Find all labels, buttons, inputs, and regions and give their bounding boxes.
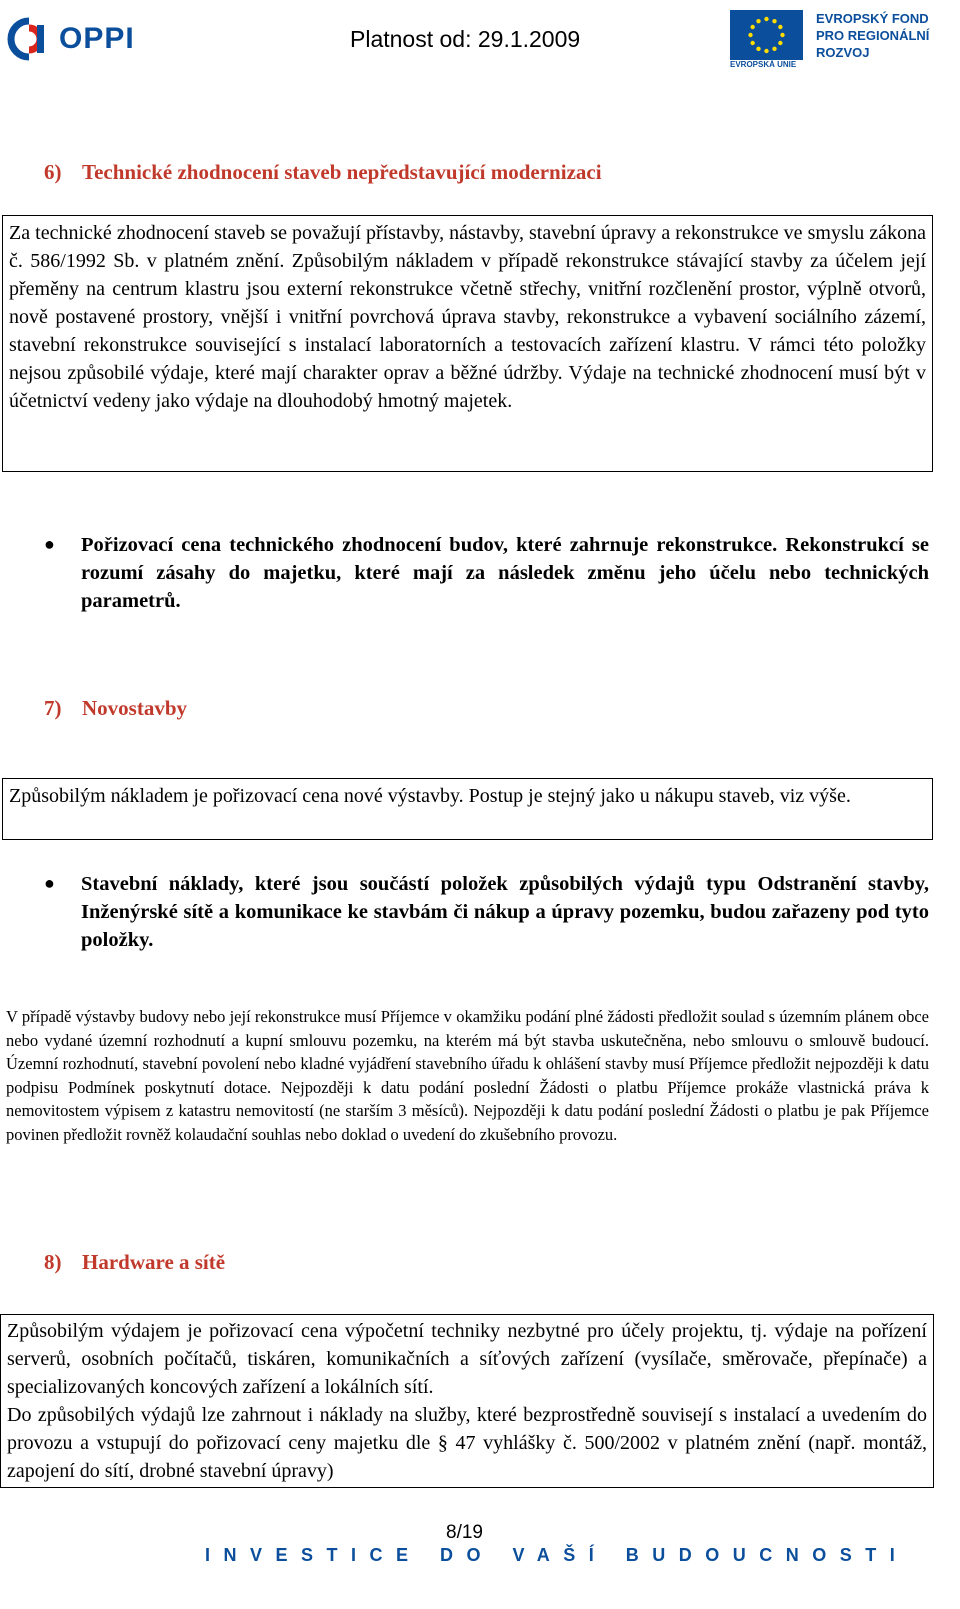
validity-date: Platnost od: 29.1.2009 [350,26,581,52]
fund-line-3: ROZVOJ [816,45,870,60]
fund-line-2: PRO REGIONÁLNÍ [816,28,930,43]
eu-star [756,19,760,23]
footer-slogan: INVESTICE DO VAŠÍ BUDOUCNOSTI [205,1545,909,1565]
section-8-title: Hardware a sítě [82,1250,226,1274]
eu-star [764,17,768,21]
eu-caption: EVROPSKÁ UNIE [730,60,797,69]
section-8-box [0,1314,934,1488]
bullet-dot-icon: ● [44,873,55,893]
eu-star [778,25,782,29]
fund-title [816,10,929,61]
eu-flag-icon [730,10,803,60]
eu-fund-logo [730,8,955,70]
section-7-box-text: Způsobilým nákladem je pořizovací cena nové výstavby. Postup je stejný jako u nákupu staveb, viz výše. [9,785,851,807]
section-6-heading [44,160,602,185]
section-6-box [2,215,933,472]
eu-star [778,41,782,45]
section-6-title: Technické zhodnocení staveb nepředstavující modernizaci [82,160,602,184]
section-7-bullet: Stavební náklady, které jsou součástí položek způsobilých výdajů typu Odstranění stavby, Inženýrské sítě a komunikace ke stavbám či nákup a úpravy pozemku, budou zařazeny pod tyto položky. [81,873,929,951]
eu-star [748,33,752,37]
page-number: 8/19 [446,1522,483,1543]
section-7-paragraph: V případě výstavby budovy nebo její rekonstrukce musí Příjemce v okamžiku podání plné žádosti předložit soulad s územním plánem obce nebo vydané územní rozhodnutí a kupní smlouvu pozemku, na kterém má být stavba uskutečněna, nebo smlouvu o smlouvě budoucí. Územní rozhodnutí, stavební povolení nebo kladné vyjádření stavebního úřadu k ohlášení stavby musí Příjemce předložit nejpozději k datu podpisu Podmínek poskytnutí dotace. Nejpozději k datu podání poslední Žádosti o platbu Příjemce prokáže vlastnická práva k nemovitostem výpisem z katastru nemovitostí (ne starším 3 měsíců). Nejpozději k datu podání poslední Žádosti o platbu je pak Příjemce povinen předložit rovněž kolaudační souhlas nebo doklad o uvedení do zkušebního provozu. [6,1007,929,1144]
eu-star [750,25,754,29]
eu-star [772,47,776,51]
section-7-heading [44,696,187,721]
section-7-title: Novostavby [82,696,188,720]
oppi-logo-icon [7,17,49,61]
oppi-logo [7,14,147,64]
eu-star [780,33,784,37]
section-6-number: 6) [44,160,62,184]
section-6-box-text: Za technické zhodnocení staveb se považují přístavby, nástavby, stavební úpravy a rekonstrukce ve smyslu zákona č. 586/1992 Sb. v platném znění. Způsobilým nákladem v případě rekonstrukce stávající stavby za účelem její přeměny na centrum klastru jsou externí rekonstrukce včetně střechy, vnitřní rozčlenění prostor, výplně otvorů, nově postavené prostory, vnější i vnitřní povrchová úprava stavby, rekonstrukce a vybavení sociálního zázemí, stavební rekonstrukce související s instalací laboratorních a testovacích zařízení klastru. V rámci této položky nejsou způsobilé výdaje, které mají charakter oprav a běžné údržby. Výdaje na technické zhodnocení musí být v účetnictví vedeny jako výdaje na dlouhodobý hmotný majetek. [9,222,926,412]
section-8-box-p1: Způsobilým výdajem je pořizovací cena výpočetní techniky nezbytné pro účely projektu, tj. výdaje na pořízení serverů, osobních počítačů, tiskáren, komunikačních a síťových zařízení (vysílače, směrovače, přepínače) a specializovaných koncových zařízení a lokálních sítí. [7,1320,927,1398]
section-6-bullet: Pořizovací cena technického zhodnocení budov, které zahrnuje rekonstrukce. Rekonstrukcí se rozumí zásahy do majetku, které mají za následek změnu jeho účelu nebo technických parametrů. [81,534,929,612]
section-7-box [2,778,933,840]
section-8-box-p2: Do způsobilých výdajů lze zahrnout i náklady na služby, které bezprostředně souvisejí s instalací a uvedením do provozu a vstupují do pořizovací ceny majetku dle § 47 vyhlášky č. 500/2002 v platném znění (např. montáž, zapojení do sítí, drobné stavební úpravy) [7,1404,927,1482]
bullet-dot-icon: ● [44,534,55,554]
eu-star [756,47,760,51]
eu-star [750,41,754,45]
section-7-number: 7) [44,696,62,720]
section-8-number: 8) [44,1250,62,1274]
section-8-heading [44,1250,225,1275]
fund-line-1: EVROPSKÝ FOND [816,11,929,26]
eu-star [772,19,776,23]
eu-star [764,49,768,53]
oppi-logo-text: OPPI [59,22,135,55]
